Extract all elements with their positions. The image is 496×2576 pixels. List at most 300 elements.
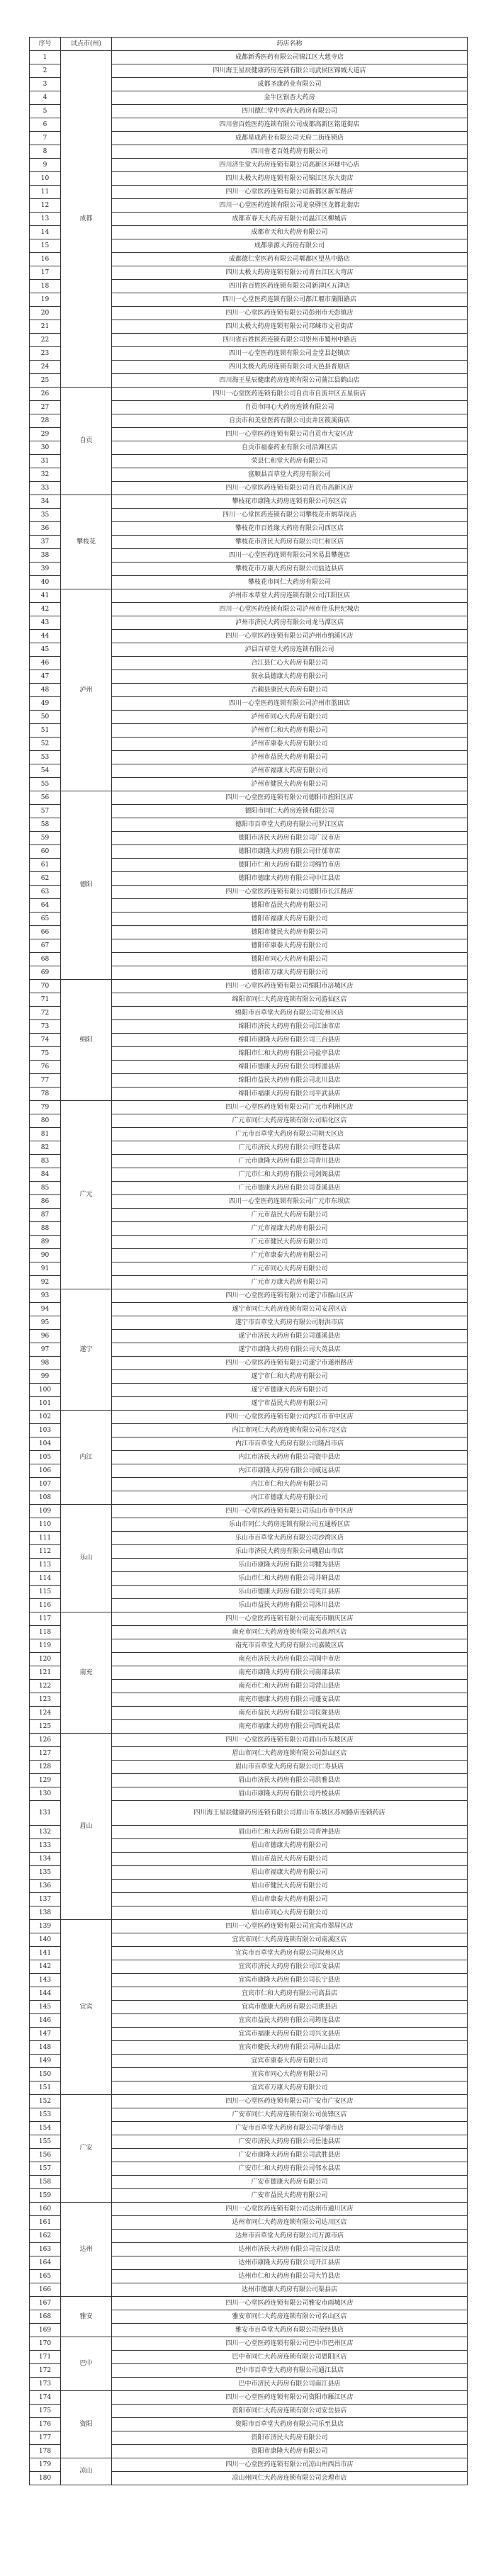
seq-cell: 156 <box>30 2149 61 2162</box>
pharmacy-name-cell: 四川一心堂医药连锁有限公司巴中市巴州区店 <box>112 2337 468 2351</box>
pharmacy-name-cell: 广元市万康大药房有限公司 <box>112 1276 468 1289</box>
city-cell: 内江 <box>61 1411 112 1505</box>
seq-cell: 89 <box>30 1236 61 1249</box>
seq-cell: 113 <box>30 1559 61 1572</box>
seq-cell: 51 <box>30 724 61 738</box>
seq-cell: 24 <box>30 361 61 374</box>
pharmacy-name-cell: 叙永县德康大药房有限公司 <box>112 670 468 684</box>
pharmacy-name-cell: 宜宾市健民大药房有限公司屏山县店 <box>112 2041 468 2055</box>
pharmacy-name-cell: 四川一心堂医药连锁有限公司宜宾市翠屏区店 <box>112 1920 468 1933</box>
seq-cell: 153 <box>30 2108 61 2122</box>
pharmacy-name-cell: 泸州市福康大药房有限公司 <box>112 764 468 778</box>
pharmacy-name-cell: 广元市仁和大药房有限公司剑阁县店 <box>112 1168 468 1182</box>
pharmacy-name-cell: 广元市福康大药房有限公司 <box>112 1222 468 1236</box>
pharmacy-name-cell: 四川一心堂医药连锁有限公司米易县攀莲店 <box>112 549 468 563</box>
table-row <box>30 2458 468 2472</box>
seq-cell: 54 <box>30 764 61 778</box>
pharmacy-name-cell: 德阳市同仁大药房连锁有限公司 <box>112 805 468 818</box>
seq-cell: 93 <box>30 1289 61 1303</box>
pharmacy-name-cell: 宜宾市同仁大药房连锁有限公司南溪区店 <box>112 1933 468 1947</box>
seq-cell: 79 <box>30 1101 61 1114</box>
pharmacy-name-cell: 四川一心堂医药连锁有限公司资阳市雁江区店 <box>112 2391 468 2405</box>
city-cell: 资阳 <box>61 2391 112 2458</box>
pharmacy-name-cell: 宜宾市仁和大药房有限公司高县店 <box>112 1987 468 2001</box>
seq-cell: 66 <box>30 926 61 939</box>
seq-cell: 170 <box>30 2337 61 2351</box>
seq-cell: 40 <box>30 576 61 589</box>
city-cell: 广安 <box>61 2095 112 2203</box>
pharmacy-name-cell: 攀枝花市康隆大药房连锁有限公司东区店 <box>112 495 468 509</box>
pharmacy-name-cell: 凉山州同仁大药房连锁有限公司会理市店 <box>112 2472 468 2485</box>
seq-cell: 32 <box>30 468 61 482</box>
pharmacy-name-cell: 眉山市同心大药房有限公司 <box>112 1906 468 1920</box>
table-row <box>30 1411 468 1424</box>
seq-cell: 171 <box>30 2351 61 2364</box>
seq-cell: 81 <box>30 1128 61 1141</box>
seq-cell: 141 <box>30 1947 61 1960</box>
pharmacy-name-cell: 德阳市益民大药房有限公司 <box>112 899 468 913</box>
seq-cell: 159 <box>30 2189 61 2203</box>
pharmacy-name-cell: 四川一心堂医药连锁有限公司乐山市市中区店 <box>112 1505 468 1518</box>
seq-cell: 14 <box>30 226 61 239</box>
pharmacy-name-cell: 绵阳市康隆大药房有限公司三台县店 <box>112 1034 468 1047</box>
seq-cell: 158 <box>30 2176 61 2189</box>
seq-cell: 36 <box>30 522 61 536</box>
table-row <box>30 1612 468 1626</box>
seq-cell: 99 <box>30 1370 61 1384</box>
seq-cell: 140 <box>30 1933 61 1947</box>
seq-cell: 13 <box>30 213 61 226</box>
pharmacy-name-cell: 德阳市济民大药房有限公司广汉市店 <box>112 832 468 845</box>
city-cell: 巴中 <box>61 2337 112 2391</box>
seq-cell: 87 <box>30 1209 61 1222</box>
pharmacy-name-cell: 四川一心堂医药连锁有限公司广安市广安区店 <box>112 2095 468 2108</box>
seq-cell: 179 <box>30 2458 61 2472</box>
pharmacy-name-cell: 四川一心堂医药连锁有限公司雅安市雨城区店 <box>112 2297 468 2310</box>
seq-cell: 142 <box>30 1960 61 1974</box>
pharmacy-name-cell: 遂宁市德康大药房有限公司 <box>112 1384 468 1397</box>
pharmacy-name-cell: 宜宾市德康大药房有限公司珙县店 <box>112 2001 468 2014</box>
pharmacy-name-cell: 四川省百姓医药连锁有限公司崇州市蜀州中路店 <box>112 334 468 347</box>
seq-cell: 137 <box>30 1893 61 1906</box>
pharmacy-name-cell: 四川德仁堂中医药大药房有限公司 <box>112 105 468 118</box>
pharmacy-name-cell: 广元市同心大药房有限公司 <box>112 1262 468 1276</box>
table-body <box>30 51 468 2485</box>
pharmacy-name-cell: 成都新秀医药有限公司锦江区大慈寺店 <box>112 51 468 64</box>
seq-cell: 124 <box>30 1707 61 1720</box>
table-row <box>30 1734 468 1747</box>
pharmacy-name-cell: 眉山市健民大药房有限公司 <box>112 1880 468 1893</box>
seq-cell: 21 <box>30 320 61 334</box>
seq-cell: 107 <box>30 1478 61 1491</box>
seq-cell: 15 <box>30 239 61 253</box>
seq-cell: 11 <box>30 186 61 199</box>
pharmacy-name-cell: 四川一心堂医药连锁有限公司龙泉驿区龙都北街店 <box>112 199 468 213</box>
seq-cell: 46 <box>30 657 61 670</box>
seq-cell: 28 <box>30 414 61 428</box>
pharmacy-name-cell: 南充市福康大药房有限公司西充县店 <box>112 1720 468 1734</box>
seq-cell: 29 <box>30 428 61 441</box>
table-row <box>30 1920 468 1933</box>
seq-cell: 145 <box>30 2001 61 2014</box>
seq-cell: 128 <box>30 1761 61 1774</box>
seq-cell: 74 <box>30 1034 61 1047</box>
seq-cell: 2 <box>30 64 61 78</box>
seq-cell: 138 <box>30 1906 61 1920</box>
seq-cell: 108 <box>30 1491 61 1505</box>
seq-cell: 166 <box>30 2283 61 2297</box>
seq-cell: 23 <box>30 347 61 361</box>
seq-cell: 132 <box>30 1826 61 1839</box>
header-seq: 序号 <box>30 38 61 51</box>
table-row <box>30 1289 468 1303</box>
seq-cell: 165 <box>30 2270 61 2283</box>
seq-cell: 18 <box>30 280 61 293</box>
pharmacy-name-cell: 南充市济民大药房有限公司阆中市店 <box>112 1653 468 1666</box>
pharmacy-name-cell: 德阳市万康大药房有限公司 <box>112 966 468 980</box>
table-row <box>30 2391 468 2405</box>
seq-cell: 82 <box>30 1141 61 1155</box>
pharmacy-name-cell: 内江市济民大药房有限公司资中县店 <box>112 1451 468 1464</box>
pharmacy-name-cell: 德阳市百草堂大药房有限公司罗江区店 <box>112 818 468 832</box>
city-cell: 乐山 <box>61 1505 112 1612</box>
seq-cell: 5 <box>30 105 61 118</box>
seq-cell: 55 <box>30 778 61 791</box>
seq-cell: 92 <box>30 1276 61 1289</box>
seq-cell: 114 <box>30 1572 61 1586</box>
pharmacy-name-cell: 资阳市百草堂大药房有限公司乐至县店 <box>112 2418 468 2431</box>
seq-cell: 144 <box>30 1987 61 2001</box>
table-row <box>30 388 468 401</box>
seq-cell: 94 <box>30 1303 61 1316</box>
pharmacy-name-cell: 巴中市济民大药房有限公司南江县店 <box>112 2378 468 2391</box>
seq-cell: 3 <box>30 78 61 91</box>
pharmacy-name-cell: 内江市德康大药房有限公司 <box>112 1491 468 1505</box>
pharmacy-name-cell: 四川一心堂医药连锁有限公司攀枝花市炳草岗店 <box>112 509 468 522</box>
seq-cell: 135 <box>30 1866 61 1880</box>
seq-cell: 16 <box>30 253 61 266</box>
pharmacy-name-cell: 达州市仁和大药房有限公司大竹县店 <box>112 2270 468 2283</box>
city-cell: 遂宁 <box>61 1289 112 1411</box>
seq-cell: 116 <box>30 1599 61 1612</box>
seq-cell: 70 <box>30 980 61 993</box>
seq-cell: 45 <box>30 643 61 657</box>
seq-cell: 37 <box>30 536 61 549</box>
seq-cell: 126 <box>30 1734 61 1747</box>
table-row <box>30 2095 468 2108</box>
pharmacy-name-cell: 四川济生堂大药房连锁有限公司高新区环球中心店 <box>112 159 468 172</box>
pharmacy-name-cell: 四川一心堂医药连锁有限公司遂宁市遂州路店 <box>112 1357 468 1370</box>
seq-cell: 86 <box>30 1195 61 1209</box>
pharmacy-name-cell: 金牛区银杏大药房 <box>112 91 468 105</box>
pharmacy-name-cell: 资阳市济民大药房有限公司 <box>112 2431 468 2445</box>
pharmacy-name-cell: 合江县仁心大药房有限公司 <box>112 657 468 670</box>
pharmacy-name-cell: 南充市德康大药房有限公司蓬安县店 <box>112 1693 468 1707</box>
seq-cell: 164 <box>30 2256 61 2270</box>
seq-cell: 130 <box>30 1787 61 1801</box>
pharmacy-name-cell: 成都星成药业有限公司天府二街连锁店 <box>112 132 468 145</box>
pharmacy-name-cell: 眉山市康泰大药房有限公司 <box>112 1893 468 1906</box>
seq-cell: 96 <box>30 1330 61 1343</box>
pharmacy-name-cell: 遂宁市济民大药房有限公司蓬溪县店 <box>112 1330 468 1343</box>
seq-cell: 25 <box>30 374 61 388</box>
pharmacy-name-cell: 四川一心堂医药连锁有限公司都江堰市蒲阳路店 <box>112 293 468 307</box>
table-row <box>30 589 468 603</box>
pharmacy-name-cell: 宜宾市万康大药房有限公司 <box>112 2081 468 2095</box>
pharmacy-name-cell: 四川一心堂医药连锁有限公司广元市东坝店 <box>112 1195 468 1209</box>
pharmacy-name-cell: 乐山市同仁大药房连锁有限公司五通桥区店 <box>112 1518 468 1532</box>
seq-cell: 91 <box>30 1262 61 1276</box>
pharmacy-name-cell: 成都市春天大药房有限公司温江区柳城店 <box>112 213 468 226</box>
pharmacy-name-cell: 四川太极大药房连锁有限公司青白江区大弯店 <box>112 266 468 280</box>
seq-cell: 19 <box>30 293 61 307</box>
pharmacy-name-cell: 德阳市福康大药房有限公司 <box>112 913 468 926</box>
seq-cell: 151 <box>30 2081 61 2095</box>
city-cell: 凉山 <box>61 2458 112 2485</box>
pharmacy-name-cell: 四川省百姓医药连锁有限公司新津区五津店 <box>112 280 468 293</box>
seq-cell: 72 <box>30 1007 61 1020</box>
seq-cell: 134 <box>30 1853 61 1866</box>
seq-cell: 17 <box>30 266 61 280</box>
city-cell: 绵阳 <box>61 980 112 1101</box>
pharmacy-name-cell: 绵阳市仁和大药房有限公司盐亭县店 <box>112 1047 468 1061</box>
seq-cell: 62 <box>30 872 61 886</box>
seq-cell: 58 <box>30 818 61 832</box>
pharmacy-name-cell: 四川一心堂医药连锁有限公司达州市通川区店 <box>112 2203 468 2216</box>
seq-cell: 83 <box>30 1155 61 1168</box>
seq-cell: 125 <box>30 1720 61 1734</box>
pharmacy-name-cell: 德阳市同心大药房有限公司 <box>112 953 468 966</box>
seq-cell: 63 <box>30 886 61 899</box>
seq-cell: 33 <box>30 482 61 495</box>
seq-cell: 12 <box>30 199 61 213</box>
seq-cell: 100 <box>30 1384 61 1397</box>
seq-cell: 168 <box>30 2310 61 2324</box>
seq-cell: 136 <box>30 1880 61 1893</box>
pharmacy-name-cell: 达州市同仁大药房连锁有限公司达川区店 <box>112 2216 468 2230</box>
pharmacy-name-cell: 德阳市健民大药房有限公司 <box>112 926 468 939</box>
table-row <box>30 2297 468 2310</box>
seq-cell: 88 <box>30 1222 61 1236</box>
pharmacy-name-cell: 广安市康隆大药房有限公司武胜县店 <box>112 2149 468 2162</box>
seq-cell: 98 <box>30 1357 61 1370</box>
table-row <box>30 2203 468 2216</box>
pharmacy-name-cell: 攀枝花市万康大药房有限公司盐边县店 <box>112 563 468 576</box>
seq-cell: 102 <box>30 1411 61 1424</box>
seq-cell: 180 <box>30 2472 61 2485</box>
seq-cell: 139 <box>30 1920 61 1933</box>
seq-cell: 4 <box>30 91 61 105</box>
pharmacy-name-cell: 四川省老百姓药房有限公司 <box>112 145 468 159</box>
pharmacy-name-cell: 四川一心堂医药连锁有限公司遂宁市船山区店 <box>112 1289 468 1303</box>
pharmacy-name-cell: 绵阳市百草堂大药房有限公司安州区店 <box>112 1007 468 1020</box>
seq-cell: 80 <box>30 1114 61 1128</box>
pharmacy-list-document <box>29 37 467 2485</box>
seq-cell: 178 <box>30 2445 61 2458</box>
pharmacy-name-cell: 雅安市同仁大药房连锁有限公司名山区店 <box>112 2310 468 2324</box>
seq-cell: 106 <box>30 1464 61 1478</box>
seq-cell: 127 <box>30 1747 61 1761</box>
pharmacy-name-cell: 达州市康隆大药房有限公司开江县店 <box>112 2256 468 2270</box>
pharmacy-name-cell: 巴中市百草堂大药房有限公司通江县店 <box>112 2364 468 2378</box>
seq-cell: 48 <box>30 684 61 697</box>
city-cell: 达州 <box>61 2203 112 2297</box>
seq-cell: 147 <box>30 2028 61 2041</box>
pharmacy-name-cell: 荣县仁和堂大药房有限公司 <box>112 455 468 468</box>
seq-cell: 143 <box>30 1974 61 1987</box>
table-row <box>30 980 468 993</box>
pharmacy-name-cell: 绵阳市德康大药房有限公司梓潼县店 <box>112 1061 468 1074</box>
pharmacy-name-cell: 南充市仁和大药房有限公司营山县店 <box>112 1680 468 1693</box>
pharmacy-name-cell: 南充市康隆大药房有限公司南部县店 <box>112 1666 468 1680</box>
city-cell: 泸州 <box>61 589 112 791</box>
seq-cell: 123 <box>30 1693 61 1707</box>
seq-cell: 60 <box>30 845 61 859</box>
seq-cell: 56 <box>30 791 61 805</box>
pharmacy-name-cell: 遂宁市同仁大药房连锁有限公司安居区店 <box>112 1303 468 1316</box>
pharmacy-name-cell: 富顺县百草堂大药房有限公司 <box>112 468 468 482</box>
pharmacy-name-cell: 内江市百草堂大药房有限公司隆昌市店 <box>112 1437 468 1451</box>
seq-cell: 10 <box>30 172 61 186</box>
pharmacy-name-cell: 四川太极大药房连锁有限公司锦江区东大街店 <box>112 172 468 186</box>
city-cell: 自贡 <box>61 388 112 495</box>
seq-cell: 35 <box>30 509 61 522</box>
seq-cell: 169 <box>30 2324 61 2337</box>
pharmacy-name-cell: 自贡市同心大药房连锁有限公司 <box>112 401 468 414</box>
pharmacy-name-cell: 成都圣康药业有限公司 <box>112 78 468 91</box>
pharmacy-name-cell: 乐山市仁和大药房有限公司井研县店 <box>112 1572 468 1586</box>
pharmacy-name-cell: 遂宁市康隆大药房有限公司大英县店 <box>112 1343 468 1357</box>
seq-cell: 84 <box>30 1168 61 1182</box>
seq-cell: 42 <box>30 603 61 616</box>
seq-cell: 110 <box>30 1518 61 1532</box>
pharmacy-name-cell: 攀枝花市百姓缘大药房有限公司西区店 <box>112 522 468 536</box>
seq-cell: 52 <box>30 738 61 751</box>
seq-cell: 122 <box>30 1680 61 1693</box>
pharmacy-name-cell: 泸州市本草堂大药房连锁有限公司江阳区店 <box>112 589 468 603</box>
pharmacy-name-cell: 眉山市百草堂大药房有限公司仁寿县店 <box>112 1761 468 1774</box>
pharmacy-name-cell: 资阳市康隆大药房有限公司 <box>112 2445 468 2458</box>
seq-cell: 31 <box>30 455 61 468</box>
pharmacy-name-cell: 广安市济民大药房有限公司岳池县店 <box>112 2135 468 2149</box>
seq-cell: 61 <box>30 859 61 872</box>
table-row <box>30 1101 468 1114</box>
seq-cell: 85 <box>30 1182 61 1195</box>
pharmacy-name-cell: 泸州市济民大药房有限公司龙马潭区店 <box>112 616 468 630</box>
pharmacy-name-cell: 四川一心堂医药连锁有限公司自贡市高新区店 <box>112 482 468 495</box>
pharmacy-name-cell: 广安市德康大药房有限公司 <box>112 2176 468 2189</box>
seq-cell: 75 <box>30 1047 61 1061</box>
pharmacy-name-cell: 成都泉源大药房有限公司 <box>112 239 468 253</box>
seq-cell: 175 <box>30 2405 61 2418</box>
pharmacy-name-cell: 乐山市德康大药房有限公司夹江县店 <box>112 1586 468 1599</box>
seq-cell: 157 <box>30 2162 61 2176</box>
pharmacy-name-cell: 四川海王星辰健康药房连锁有限公司蒲江县鹤山店 <box>112 374 468 388</box>
pharmacy-name-cell: 眉山市康隆大药房有限公司丹棱县店 <box>112 1787 468 1801</box>
seq-cell: 105 <box>30 1451 61 1464</box>
pharmacy-name-cell: 四川一心堂医药连锁有限公司内江市市中区店 <box>112 1411 468 1424</box>
seq-cell: 6 <box>30 118 61 132</box>
pharmacy-name-cell: 遂宁市仁和大药房有限公司 <box>112 1370 468 1384</box>
seq-cell: 101 <box>30 1397 61 1411</box>
pharmacy-name-cell: 内江市仁和大药房有限公司 <box>112 1478 468 1491</box>
pharmacy-name-cell: 德阳市康泰大药房有限公司 <box>112 939 468 953</box>
seq-cell: 65 <box>30 913 61 926</box>
seq-cell: 7 <box>30 132 61 145</box>
pharmacy-name-cell: 南充市益民大药房有限公司仪陇县店 <box>112 1707 468 1720</box>
seq-cell: 111 <box>30 1532 61 1545</box>
seq-cell: 146 <box>30 2014 61 2028</box>
seq-cell: 43 <box>30 616 61 630</box>
pharmacy-name-cell: 眉山市福康大药房有限公司 <box>112 1866 468 1880</box>
seq-cell: 53 <box>30 751 61 764</box>
seq-cell: 59 <box>30 832 61 845</box>
pharmacy-name-cell: 南充市同仁大药房连锁有限公司高坪区店 <box>112 1626 468 1639</box>
seq-cell: 20 <box>30 307 61 320</box>
seq-cell: 174 <box>30 2391 61 2405</box>
pharmacy-name-cell: 广元市益民大药房有限公司 <box>112 1209 468 1222</box>
pharmacy-name-cell: 广元市康泰大药房有限公司 <box>112 1249 468 1262</box>
pharmacy-name-cell: 眉山市仁和大药房有限公司青神县店 <box>112 1826 468 1839</box>
pharmacy-name-cell: 雅安市百草堂大药房有限公司荥经县店 <box>112 2324 468 2337</box>
seq-cell: 163 <box>30 2243 61 2256</box>
table-header-row <box>30 38 468 51</box>
table-row <box>30 2337 468 2351</box>
pharmacy-name-cell: 广元市百草堂大药房有限公司朝天区店 <box>112 1128 468 1141</box>
pharmacy-name-cell: 广元市康隆大药房有限公司青川县店 <box>112 1155 468 1168</box>
seq-cell: 129 <box>30 1774 61 1787</box>
pharmacy-name-cell: 自贡市福泰药业有限公司沿滩区店 <box>112 441 468 455</box>
seq-cell: 34 <box>30 495 61 509</box>
seq-cell: 120 <box>30 1653 61 1666</box>
pharmacy-name-cell: 广安市百草堂大药房有限公司华蓥市店 <box>112 2122 468 2135</box>
seq-cell: 176 <box>30 2418 61 2431</box>
seq-cell: 9 <box>30 159 61 172</box>
pharmacy-name-cell: 乐山市益民大药房有限公司沐川县店 <box>112 1599 468 1612</box>
pharmacy-name-cell: 四川一心堂医药连锁有限公司德阳市长江路店 <box>112 886 468 899</box>
pharmacy-name-cell: 宜宾市福康大药房有限公司兴文县店 <box>112 2028 468 2041</box>
city-cell: 南充 <box>61 1612 112 1734</box>
pharmacy-name-cell: 广安市益民大药房有限公司 <box>112 2189 468 2203</box>
seq-cell: 148 <box>30 2041 61 2055</box>
pharmacy-name-cell: 四川一心堂医药连锁有限公司泸州市蓝田店 <box>112 697 468 711</box>
pharmacy-name-cell: 四川一心堂医药连锁有限公司自贡市自流井区五星街店 <box>112 388 468 401</box>
pharmacy-name-cell: 绵阳市同仁大药房连锁有限公司游仙区店 <box>112 993 468 1007</box>
seq-cell: 77 <box>30 1074 61 1088</box>
pharmacy-name-cell: 四川太极大药房连锁有限公司大邑县晋原店 <box>112 361 468 374</box>
pharmacy-name-cell: 四川海王星辰健康药房连锁有限公司武侯区锦城大道店 <box>112 64 468 78</box>
city-cell: 攀枝花 <box>61 495 112 589</box>
pharmacy-name-cell: 达州市济民大药房有限公司宣汉县店 <box>112 2243 468 2256</box>
pharmacy-name-cell: 四川太极大药房连锁有限公司邛崃市文君街店 <box>112 320 468 334</box>
pharmacy-name-cell: 绵阳市益民大药房有限公司北川县店 <box>112 1074 468 1088</box>
pharmacy-name-cell: 四川一心堂医药连锁有限公司眉山市东坡区店 <box>112 1734 468 1747</box>
seq-cell: 173 <box>30 2378 61 2391</box>
city-cell: 宜宾 <box>61 1920 112 2095</box>
seq-cell: 64 <box>30 899 61 913</box>
seq-cell: 154 <box>30 2122 61 2135</box>
pharmacy-name-cell: 达州市德康大药房有限公司渠县店 <box>112 2283 468 2297</box>
pharmacy-name-cell: 眉山市济民大药房有限公司洪雅县店 <box>112 1774 468 1787</box>
seq-cell: 155 <box>30 2135 61 2149</box>
city-cell: 成都 <box>61 51 112 388</box>
pharmacy-name-cell: 眉山市益民大药房有限公司 <box>112 1853 468 1866</box>
seq-cell: 68 <box>30 953 61 966</box>
seq-cell: 115 <box>30 1586 61 1599</box>
seq-cell: 109 <box>30 1505 61 1518</box>
pharmacy-name-cell: 泸州市康泰大药房有限公司 <box>112 738 468 751</box>
pharmacy-name-cell: 眉山市德康大药房有限公司 <box>112 1839 468 1853</box>
